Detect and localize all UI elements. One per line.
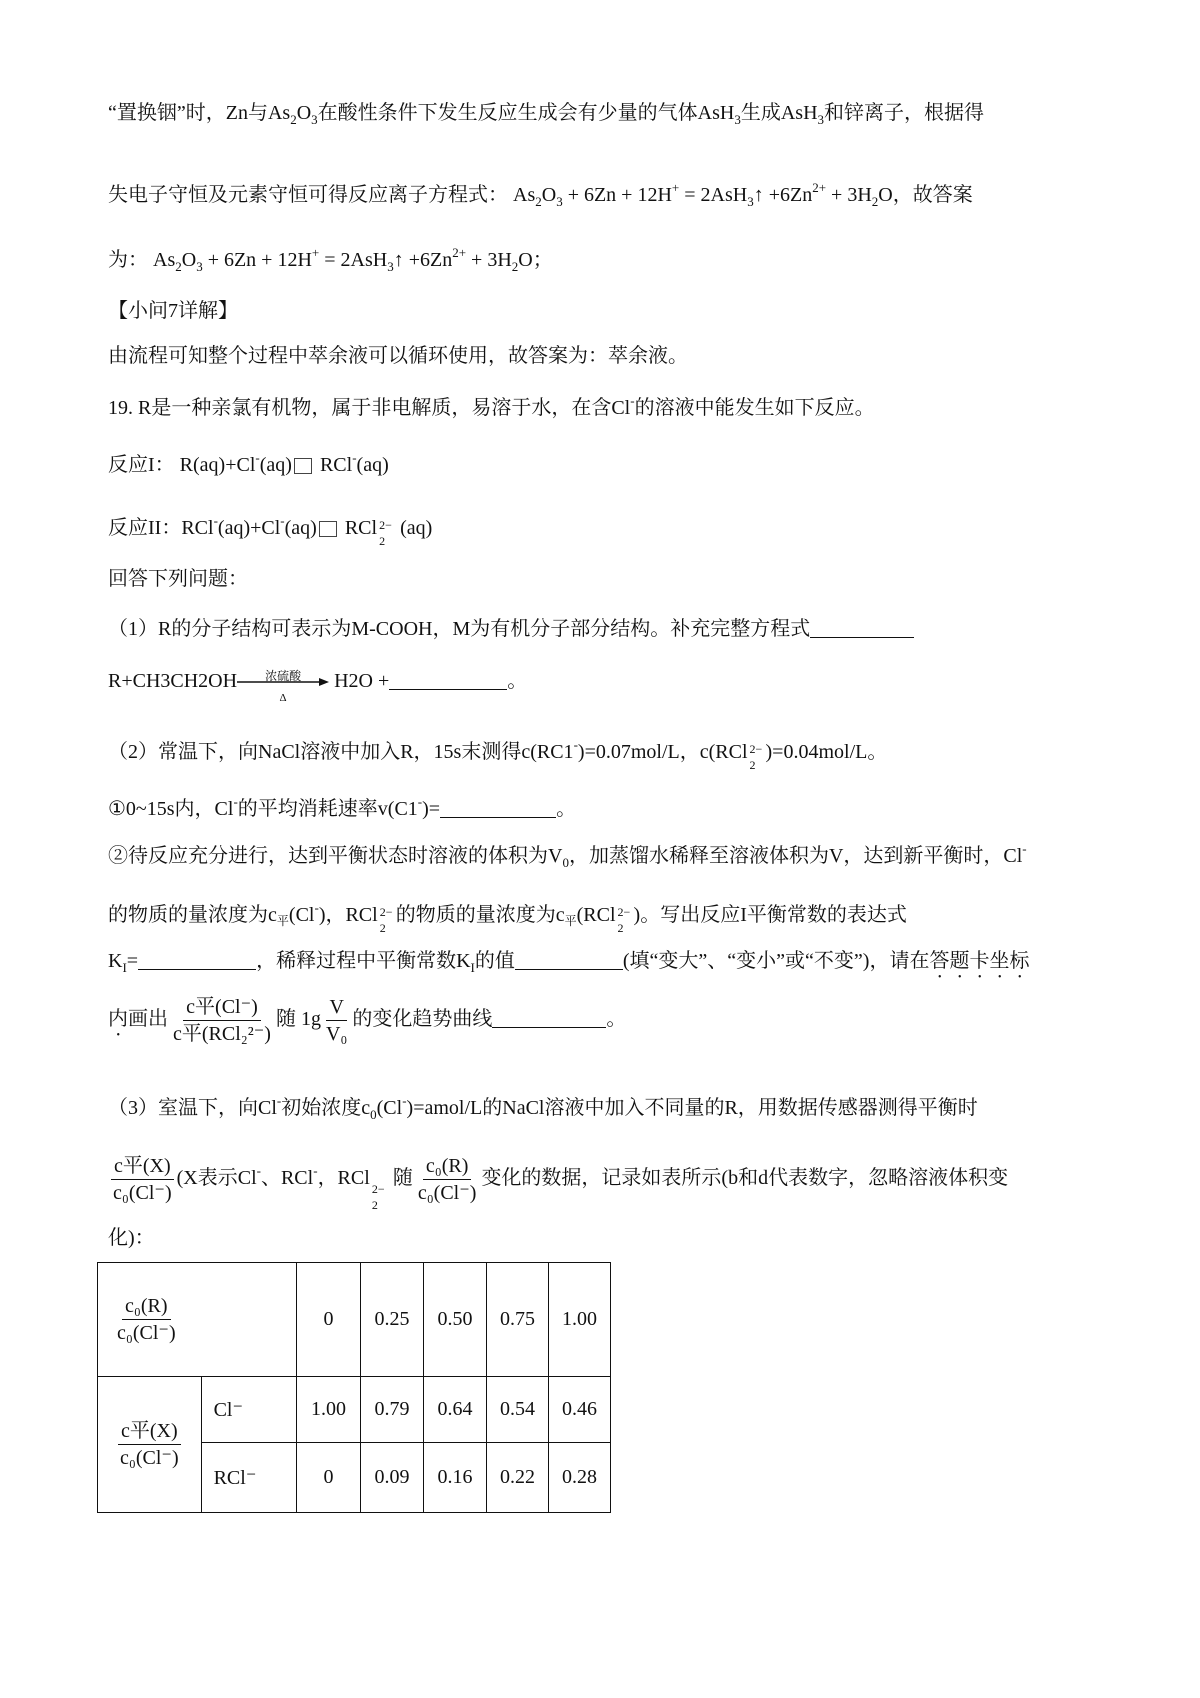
table-cell: 0.28: [549, 1443, 611, 1513]
q19-intro: 19. R是一种亲氯有机物，属于非电解质，易溶于水，在含Cl-的溶液中能发生如下反应。: [108, 393, 875, 419]
answer-blank[interactable]: [492, 1009, 606, 1028]
table-cell: 0.09: [361, 1443, 424, 1513]
table-cell: 0.75: [487, 1263, 549, 1377]
para-ionic-equation: 失电子守恒及元素守恒可得反应离子方程式： $As_2O_3 + 6Zn + 12H^+$ = 2AsH$_3$↑ $+6Zn^{2+} + 3H_2O$，故答案: [108, 180, 973, 209]
equilibrium-arrow-icon: [319, 521, 337, 537]
table-cell: 0.25: [361, 1263, 424, 1377]
data-table: [97, 1262, 611, 1513]
fraction-cl-over-rcl2: $\frac{\text{c平(Cl⁻)}}{\text{c平(RCl₂²⁻)}}$: [173, 995, 271, 1045]
table-cell: 1.00: [549, 1263, 611, 1377]
answer-blank[interactable]: [440, 799, 556, 818]
table-cell: 0.64: [424, 1377, 487, 1443]
reaction-condition-arrow: 浓硫酸 Δ: [237, 669, 329, 695]
q1-equation: R+CH3CH2OH 浓硫酸 Δ H2O + 。: [108, 669, 528, 705]
para-raffinate: 由流程可知整个过程中萃余液可以循环使用，故答案为：萃余液。: [108, 345, 688, 367]
q3-end: 化)：: [108, 1227, 155, 1249]
table-group-label: $\frac{\text{c平(X)}}{\text{c₀(Cl⁻)}}$: [98, 1377, 202, 1513]
table-cell: 0.22: [487, 1443, 549, 1513]
table-cell: 0.79: [361, 1377, 424, 1443]
answer-blank[interactable]: [810, 619, 914, 638]
answer-prompt: 回答下列问题：: [108, 568, 248, 590]
table-row-label: RCl⁻: [201, 1443, 296, 1513]
q2-5-text: 内画出 $\frac{\text{c平(Cl⁻)}}{\text{c平(RCl₂²⁻)}}$ 随 1g $\frac{V}{\text{V₀}}$ 的变化趋势曲线 。: [108, 995, 627, 1045]
q2-2-text: ②待反应充分进行，达到平衡状态时溶液的体积为$V_0$，加蒸馏水稀释至溶液体积为V，达到新平衡时，Cl-: [108, 841, 1027, 870]
q2-3-text: 的物质的量浓度为$c_平(Cl^-)$，RCl 2− 2 的物质的量浓度为$c_平(RCl$ 2− 2 )。写出反应I平衡常数的表达式: [108, 900, 907, 936]
answer-blank[interactable]: [389, 671, 507, 690]
fraction-cx-over-c0cl: $\frac{\text{c平(X)}}{\text{c₀(Cl⁻)}}$: [110, 1155, 175, 1204]
answer-blank[interactable]: [515, 951, 623, 970]
answer-blank[interactable]: [138, 951, 256, 970]
q2-1-text: ①0~15s内，Cl-的平均消耗速率v(C1-)= 。: [108, 794, 577, 820]
reaction-1: 反应I： R(aq)+Cl-(aq) RCl-(aq): [108, 450, 389, 476]
para-answer-equation: 为： $As_2O_3 + 6Zn + 12H^+$ = 2AsH$_3$↑ $+6Zn^{2+} + 3H_2O$；: [108, 245, 553, 274]
equilibrium-arrow-icon: [294, 458, 312, 474]
table-header-label: $\frac{\text{c₀(R)}}{\text{c₀(Cl⁻)}}$: [98, 1263, 297, 1377]
table-row-label: Cl⁻: [201, 1377, 296, 1443]
q2-text: （2）常温下，向NaCl溶液中加入R，15s末测得c(RC1-)=0.07mol/L，c(RCl 2− 2 )=0.04mol/L。: [108, 737, 888, 773]
q1-text: （1）R的分子结构可表示为M-COOH，M为有机分子部分结构。补充完整方程式: [108, 616, 914, 642]
heading-subquestion-7: 【小问7详解】: [108, 300, 238, 322]
q3-fraction-line: $\frac{\text{c平(X)}}{\text{c₀(Cl⁻)}}$ (X表示Cl-、RCl-，RCl 2− 2 随 $\frac{\text{c₀(R)}}{\text{c₀(Cl⁻)}}$ 变化的数据，记录如表所示(b和d代表数字，忽略溶液体积变: [108, 1144, 1008, 1205]
q3-text: （3）室温下，向Cl-初始浓度$c_0(Cl^-)=amol/L$的NaCl溶液中加入不同量的R，用数据传感器测得平衡时: [108, 1093, 978, 1122]
reaction-2: 反应II：RCl-(aq)+Cl-(aq) RCl 2− 2 (aq): [108, 513, 433, 549]
table-cell: 1.00: [297, 1377, 361, 1443]
fraction-v-over-v0: $\frac{V}{\text{V₀}}$: [325, 995, 348, 1045]
q2-4-text: $K_I=$ ，稀释过程中平衡常数$K_I$的值 (填“变大”、“变小”或“不变”)，请在答题卡坐标: [108, 950, 1030, 975]
table-row-header: [98, 1263, 611, 1377]
table-row: [98, 1377, 611, 1443]
ionic-equation: $As_2O_3 + 6Zn + 12H^+$ = 2AsH$_3$↑ $+6Zn^{2+} + 3H_2O$: [513, 180, 893, 209]
table-cell: 0.54: [487, 1377, 549, 1443]
table-cell: 0: [297, 1443, 361, 1513]
table-cell: 0: [297, 1263, 361, 1377]
fraction-c0r-over-c0cl: $\frac{\text{c₀(R)}}{\text{c₀(Cl⁻)}}$: [417, 1154, 477, 1204]
table-cell: 0.46: [549, 1377, 611, 1443]
table-cell: 0.16: [424, 1443, 487, 1513]
ionic-equation-answer: $As_2O_3 + 6Zn + 12H^+$ = 2AsH$_3$↑ $+6Zn^{2+} + 3H_2O$: [153, 245, 533, 274]
para-zinc-reaction: “置换铟”时，Zn与$As_2O_3$在酸性条件下发生反应生成会有少量的气体AsH$_3$生成AsH$_3$和锌离子，根据得: [108, 102, 985, 127]
table-cell: 0.50: [424, 1263, 487, 1377]
